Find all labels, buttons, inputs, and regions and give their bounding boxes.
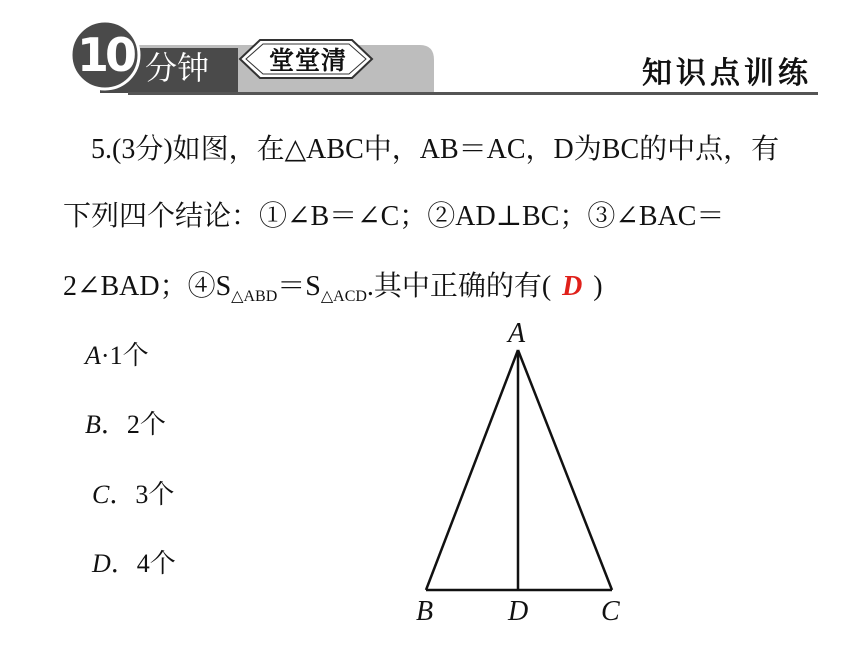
header-rule bbox=[128, 92, 818, 95]
option-sep: ． bbox=[109, 480, 136, 509]
minutes-label: 分钟 bbox=[145, 49, 210, 87]
option-c[interactable] bbox=[92, 479, 174, 511]
subscript-acd: △ACD bbox=[320, 288, 367, 305]
subscript-abd: △ABD bbox=[231, 288, 278, 305]
label-a: A bbox=[508, 318, 526, 349]
option-d[interactable] bbox=[92, 548, 176, 580]
section-title: 知识点训练 bbox=[642, 56, 812, 91]
option-b[interactable] bbox=[85, 409, 166, 441]
line3-eq: ＝S bbox=[277, 271, 321, 302]
option-text: 2个 bbox=[126, 410, 166, 439]
label-b: B bbox=[416, 596, 434, 627]
line3-suffix: .其中正确的有( bbox=[366, 271, 552, 302]
option-letter: D bbox=[92, 549, 111, 578]
triangle-svg bbox=[400, 318, 650, 628]
option-text: 4个 bbox=[136, 549, 176, 578]
question-line-2: 下列四个结论：①∠B＝∠C；②AD⊥BC；③∠BAC＝ bbox=[63, 201, 725, 232]
side-ac bbox=[518, 350, 612, 590]
option-sep: · bbox=[100, 341, 110, 370]
question-line-1: 5.(3分)如图，在△ABC中，AB＝AC，D为BC的中点，有 bbox=[91, 134, 780, 165]
option-letter: A bbox=[85, 341, 101, 370]
option-text: 1个 bbox=[109, 341, 149, 370]
page-header bbox=[0, 0, 860, 100]
lesson-number: 10 bbox=[76, 28, 133, 82]
question-line-3 bbox=[63, 270, 603, 314]
line3-close: ) bbox=[593, 271, 603, 302]
triangle-figure bbox=[400, 318, 650, 628]
option-letter: B bbox=[85, 410, 101, 439]
option-sep: ． bbox=[110, 549, 137, 578]
option-letter: C bbox=[92, 480, 110, 509]
badge-label: 堂堂清 bbox=[268, 46, 347, 75]
line3-prefix: 2∠BAD；④S bbox=[63, 271, 232, 302]
option-text: 3个 bbox=[135, 480, 175, 509]
side-ab bbox=[426, 350, 518, 590]
option-a[interactable] bbox=[85, 340, 149, 372]
option-sep: ． bbox=[100, 410, 127, 439]
label-d: D bbox=[508, 596, 529, 627]
label-c: C bbox=[601, 596, 620, 627]
answer-mark: D bbox=[562, 271, 583, 302]
